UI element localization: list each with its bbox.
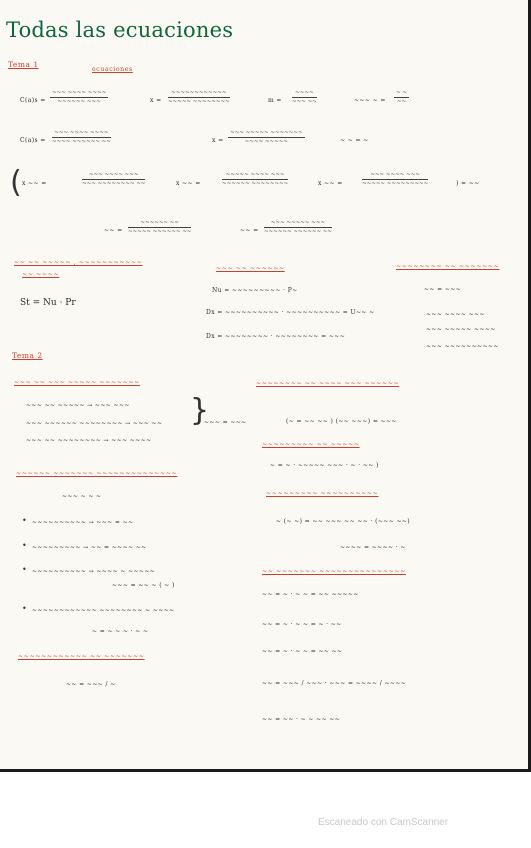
eq-10-fraction: ~~~ ~~~~ ~~~ ~~~~~ ~~~~~~~~~ [362, 172, 429, 187]
bullet-3: • [22, 565, 27, 574]
eq-3-fraction: ~~~~ ~~~ ~~ [292, 90, 317, 105]
heading-4: ~~~ ~~ ~~~ ~~~~~ ~~~~~~~ [14, 379, 140, 386]
eq-11-fraction: ~~~~~~ ~~ ~~~~~ ~~~~~~ ~~ [128, 220, 192, 235]
eq-2-lhs: x = [150, 97, 162, 104]
eq-4-fraction: ~ ~ ~~ [396, 90, 407, 105]
eq-30: ~~~~~~~~~~ → ~~~ = ~~ [32, 519, 134, 526]
heading-10: ~~~~~~~~~~~~ ~~ ~~~~~~~ [18, 653, 145, 660]
eq-10-tail: ) = ~~ [456, 180, 480, 187]
heading-1b: ~~ ~~~~ [22, 271, 60, 278]
heading-5: ~~~~~~~~ ~~ ~~~~ ~~~ ~~~~~~ [256, 380, 400, 387]
eq-6-fraction: ~~~ ~~~~~ ~~~~~~~ ~~~~ ~~~~~ [230, 130, 303, 145]
scanner-watermark: Escaneado con CamScanner [318, 817, 449, 828]
eq-41: ~~ = ~~ · ~ ~ ~~ ~~ [262, 716, 341, 723]
eq-10-lhs: x ~~ = [318, 180, 343, 187]
eq-22: ~~~ ~~~~~~ ~~~~~~~~ → ~~~ ~~ [26, 420, 163, 427]
eq-8-lhs: x ~~ = [22, 180, 47, 187]
heading-3: ~~~~~~~~ ~~ ~~~~~~~ [396, 263, 500, 270]
page-title: Todas las ecuaciones [6, 18, 234, 42]
bullet-2: • [22, 541, 27, 550]
eq-18: ~~~ ~~~~ ~~~ [426, 311, 485, 318]
right-brace: } [190, 393, 210, 428]
eq-12-fraction: ~~~ ~~~~~ ~~~ ~~~~~~ ~~~~~~ ~~ [264, 220, 333, 235]
eq-5-fraction: ~~~ ~~~~ ~~~~ ~~~~ ~~~~~~ ~~ [52, 130, 111, 145]
eq-15: Dx = ~~~~~~~~~~ · ~~~~~~~~~~ = U~~ ~ [206, 309, 375, 316]
tema-2-label: Tema 2 [12, 351, 43, 360]
eq-40: ~~ = ~~~ / ~~~ · ~~~ = ~~~~ / ~~~~ [262, 680, 407, 687]
eq-34: ~~~~~~~~~~~~ ~~~~~~~~ ~ ~~~~ [32, 607, 175, 614]
eq-25: (~ = ~~ ~~ ) (~~ ~~~) = ~~~ [286, 418, 397, 425]
eq-29: ~~~~ = ~~~~ · ~ [340, 544, 406, 551]
eq-11-lhs: ~~ = [104, 227, 123, 234]
eq-13: St = Nu · Pr [20, 298, 76, 308]
eq-8-fraction: ~~~ ~~~~ ~~~ ~~~ ~~~~~~~~ ~~ [82, 172, 146, 187]
eq-31: ~~~~~~~~~ → ~~ = ~~~~ ~~ [32, 544, 147, 551]
eq-1-lhs: C(a)s = [20, 97, 46, 104]
eq-33: ~~~ = ~~ ~ ( ~ ) [112, 582, 175, 589]
tema-1-subheading: ecuaciones [92, 66, 133, 73]
eq-16: Dx = ~~~~~~~~ · ~~~~~~~~ = ~~~ [206, 333, 346, 340]
heading-8: ~~~~~~~~~ ~~~~~~~~~~ [266, 490, 379, 497]
eq-35: ~ = ~ ~ ~ · ~ ~ [92, 628, 149, 635]
eq-27: ~~~ ~ ~ ~ [62, 493, 102, 500]
eq-36: ~~ = ~ · ~ ~ = ~~ ~~~~~ [262, 591, 359, 598]
left-brace: ( [10, 165, 22, 200]
eq-37: ~~ = ~ · ~ ~ = ~ · ~~ [262, 621, 342, 628]
eq-39: ~~ = ~~~ / ~ [66, 681, 116, 688]
heading-7: ~~~~~~ ~~~~~~~ ~~~~~~~~~~~~~~ [16, 470, 178, 477]
eq-17: ~~ = ~~~ [424, 286, 462, 293]
bullet-1: • [22, 516, 27, 525]
eq-4-lhs: ~~~ ~ = [354, 97, 386, 104]
eq-7: ~ ~ = ~ [340, 137, 369, 144]
eq-32: ~~~~~~~~~~ → ~~~~ ~ ~~~~~ [32, 568, 156, 575]
eq-6-lhs: x = [212, 137, 224, 144]
eq-3-lhs: m = [268, 97, 282, 104]
heading-6: ~~~~~~~~~ ~~ ~~~~~ [262, 441, 360, 448]
eq-26: ~ = ~ · ~~~~~ ~~~ · ~ · ~~ ) [270, 462, 379, 469]
eq-12-lhs: ~~ = [240, 227, 259, 234]
eq-28: ~ (~ ~) = ~~ ~~~ ~~ ~~ · (~~~ ~~) [276, 518, 411, 525]
eq-24: ~~~ = ~~~ [204, 419, 247, 426]
eq-20: ~~~ ~~~~~~~~~~ [426, 343, 499, 350]
heading-1a: ~~ ~~ ~~~~~ , ~~~~~~~~~~~ [14, 259, 143, 266]
eq-23: ~~~ ~~ ~~~~~~~~ → ~~~ ~~~~ [26, 437, 152, 444]
bullet-4: • [22, 604, 27, 613]
eq-5-lhs: C(a)s = [20, 137, 46, 144]
eq-21: ~~~ ~~ ~~~~~ → ~~~ ~~~ [26, 402, 130, 409]
heading-9: ~~ ~~~~~~~ ~~~~~~~~~~~~~~~ [262, 568, 406, 575]
eq-2-fraction: ~~~~~~~~~~~~ ~~~~~ ~~~~~~~~ [168, 90, 230, 105]
eq-14: Nu = ~~~~~~~~~ · P~ [212, 287, 298, 294]
heading-2: ~~~ ~~ ~~~~~~ [216, 265, 285, 272]
eq-38: ~~ = ~ · ~ ~ = ~~ ~~ [262, 648, 343, 655]
eq-19: ~~~ ~~~~~ ~~~~ [426, 326, 496, 333]
eq-9-lhs: x ~~ = [176, 180, 201, 187]
eq-1-fraction: ~~~ ~~~~ ~~~~ ~~~~~~ ~~~ [52, 90, 107, 105]
eq-9-fraction: ~~~~~ ~~~~ ~~~ ~~~~~~ ~~~~~~~~ [222, 172, 289, 187]
tema-1-label: Tema 1 [8, 60, 39, 69]
